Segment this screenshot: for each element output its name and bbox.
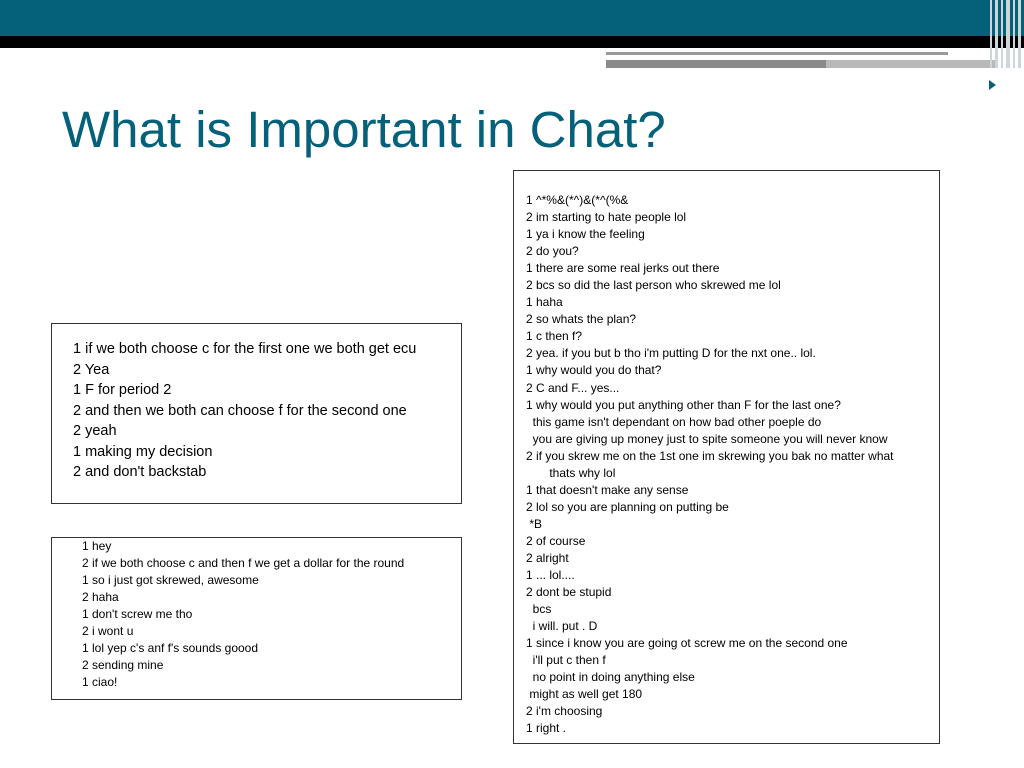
chat-line: you are giving up money just to spite someone you will never know [526,431,888,446]
chat-line: 2 so whats the plan? [526,312,637,327]
chat-line: 1 why would you put anything other than F for the last one? [526,397,841,412]
chat-transcript-box-1 [51,323,462,504]
chat-line: no point in doing anything else [526,670,695,685]
chat-line: 1 ... lol.... [526,568,575,583]
chat-line: 1 if we both choose c for the first one we both get ecu [73,341,417,357]
chat-line: 2 alright [526,550,569,565]
chat-line: 2 i'm choosing [526,704,603,719]
chat-line: 1 there are some real jerks out there [526,261,720,276]
chat-line: 1 right . [526,721,567,736]
chat-line: 2 bcs so did the last person who skrewed me lol [526,278,781,293]
chat-line: bcs [526,602,552,617]
header-accent-bar-light [826,60,998,68]
chat-line: 2 if we both choose c and then f we get a dollar for the round [82,556,405,570]
chat-line: 1 lol yep c's anf f's sounds goood [82,641,259,655]
header-dark-band [0,36,1024,48]
chat-line: might as well get 180 [526,687,643,702]
chat-line: 2 haha [82,590,119,604]
chat-line: 2 yeah [73,423,117,439]
chat-transcript-box-3 [513,170,940,744]
corner-stripes [988,0,1024,68]
chat-line: 2 of course [526,533,586,548]
chat-transcript-box-2 [51,537,462,700]
chat-line: 2 dont be stupid [526,585,612,600]
chat-line: 2 Yea [73,361,110,378]
slide-title: What is Important in Chat? [62,101,666,158]
chat-line: 1 don't screw me tho [82,607,193,621]
chat-line: this game isn't dependant on how bad other poeple do [526,414,822,429]
chat-line: 2 do you? [526,244,579,259]
chat-line: 1 ciao! [82,675,118,689]
chat-transcript-2 [82,538,404,691]
chat-line: 2 and don't backstab [73,464,207,480]
chat-line: 2 im starting to hate people lol [526,210,687,225]
chat-line: 2 if you skrew me on the 1st one im skrewing you bak no matter what [526,448,894,463]
chat-line: 2 sending mine [82,658,164,672]
chat-line: 1 F for period 2 [73,382,172,398]
chat-line: thats why lol [526,465,616,480]
chat-line: 1 why would you do that? [526,363,662,378]
chat-line: i will. put . D [526,619,598,634]
chat-transcript-1 [73,339,416,483]
header-accent-line [606,52,948,55]
chat-transcript-3 [526,192,894,738]
header-band [0,0,1024,36]
chat-line: 2 and then we both can choose f for the second one [73,402,407,419]
chat-line: 1 c then f? [526,329,583,344]
chat-line: 1 ya i know the feeling [526,227,645,242]
chat-line: 1 since i know you are going ot screw me on the second one [526,636,848,651]
chat-line: 1 haha [526,295,563,310]
chat-line: 1 making my decision [73,443,213,460]
chat-line: 2 lol so you are planning on putting be [526,499,729,514]
chat-line: 1 hey [82,539,112,553]
chat-line: 1 that doesn't make any sense [526,482,689,497]
chat-line: 2 i wont u [82,624,134,638]
chat-line: 2 C and F... yes... [526,380,620,395]
chat-line: 1 ^*%&(*^)&(*^(%& [526,193,629,207]
chat-line: *B [526,516,543,531]
chat-line: 1 so i just got skrewed, awesome [82,573,259,587]
chat-line: 2 yea. if you but b tho i'm putting D for the nxt one.. lol. [526,346,816,361]
next-arrow-icon [989,80,996,90]
chat-line: i'll put c then f [526,653,606,668]
